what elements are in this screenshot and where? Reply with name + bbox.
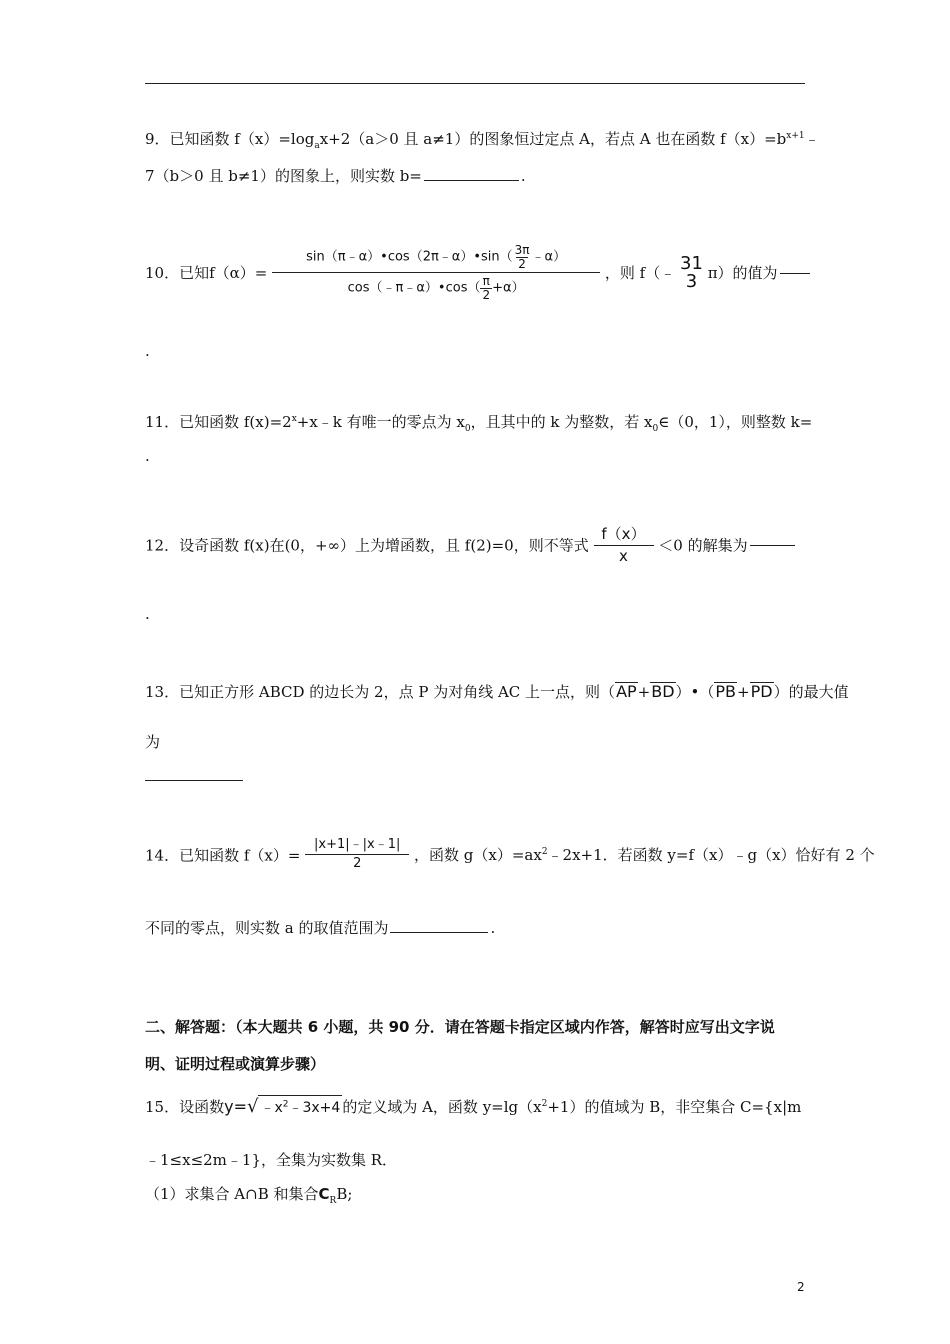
thirty-one-thirds-fraction: 31 3 [680,252,703,292]
page-number: 2 [797,1280,805,1294]
question-9-line-1: 9．已知函数 $f(x)=\log_ax+2(a>0$ 且 a≠1）的图象恒过定点 A，若点 A 也在函数 $f(x)=b^{x+1}﹣$ [145,130,820,151]
vector-pd: PD [750,682,773,701]
fx-over-x-fraction: $\frac{f(x)}{x}$ [594,526,654,564]
question-14-line-1: 14．已知函数 f（x）= $\frac{|x+1|﹣|x﹣1|}{2}$ ，函数 $g(x)=ax^2﹣2x+1$．若函数 y=f（x）﹣g（x）恰好有 2 个 [145,837,875,872]
question-11: 11．已知函数 $f(x)=2^x+x﹣k$ 有唯一的零点为 $x_0$，且其中的 k 为整数，若 $x_0\in(0$，1），则整数 k= [145,413,813,434]
f-alpha-fraction: sin（π﹣α）•cos（2π﹣α）•sin（ $\frac{3\pi}{2}$ ﹣α） cos（﹣π﹣α）•cos（ $\frac{\pi}{2}$ +α） [272,244,600,301]
complement-symbol: C [318,1185,330,1203]
question-10: 10．已知f（α）= sin（π﹣α）•cos（2π﹣α）•sin（ $\frac{3\pi}{2}$ ﹣α） cos（﹣π﹣α）•cos（ $\frac{\pi}{2}$ +α） ，则 f（﹣ 31 3 π）的值为 [145,244,812,301]
sqrt-sign: √ [246,1096,259,1117]
question-9-line-2: 7（b＞0 且 b≠1）的图象上，则实数 b= . [145,167,526,185]
question-15-line-1: 15．设函数y=√ $﹣x^2﹣3x+4$ 的定义域为 A，函数 $y=\lg(x^2+1)$的值域为 B，非空集合 C={x|m [145,1096,802,1117]
vector-bd: BD [651,682,675,701]
answer-blank[interactable] [750,544,795,546]
answer-blank[interactable] [780,272,810,274]
header-rule [145,83,805,84]
vector-pb: PB [715,682,737,701]
answer-blank[interactable] [145,780,243,781]
vector-ap: AP [616,682,637,701]
question-15-part-1: （1）求集合 A∩B 和集合$C_RB$; [145,1185,353,1206]
question-12-dot: . [145,605,150,623]
answer-blank[interactable] [424,179,519,181]
section-2-heading-line-2: 明、证明过程或演算步骤） [145,1055,326,1073]
section-2-heading-line-1: 二、解答题：（本大题共 6 小题，共 90 分．请在答题卡指定区域内作答，解答时应写出文字说 [145,1018,775,1036]
question-13-line-2: 为 [145,733,161,751]
answer-blank[interactable] [390,931,488,933]
abs-fraction: $\frac{|x+1|﹣|x﹣1|}{2}$ [305,838,409,872]
question-11-dot: . [145,447,150,465]
question-12: 12．设奇函数 f(x)在(0，+∞）上为增函数，且 f(2)=0，则不等式 $\frac{f(x)}{x}$ ＜0 的解集为 [145,526,797,564]
sqrt-radicand: $﹣x^2﹣3x+4$ [258,1095,342,1117]
question-14-line-2: 不同的零点，则实数 a 的取值范围为 . [145,919,496,937]
question-10-dot: . [145,342,150,360]
question-13-line-1: 13．已知正方形 ABCD 的边长为 2，点 P 为对角线 AC 上一点，则（AP+BD）•（PB+PD）的最大值 [145,682,849,701]
question-15-line-2: ﹣1≤x≤2m﹣1}，全集为实数集 R． [145,1151,398,1169]
